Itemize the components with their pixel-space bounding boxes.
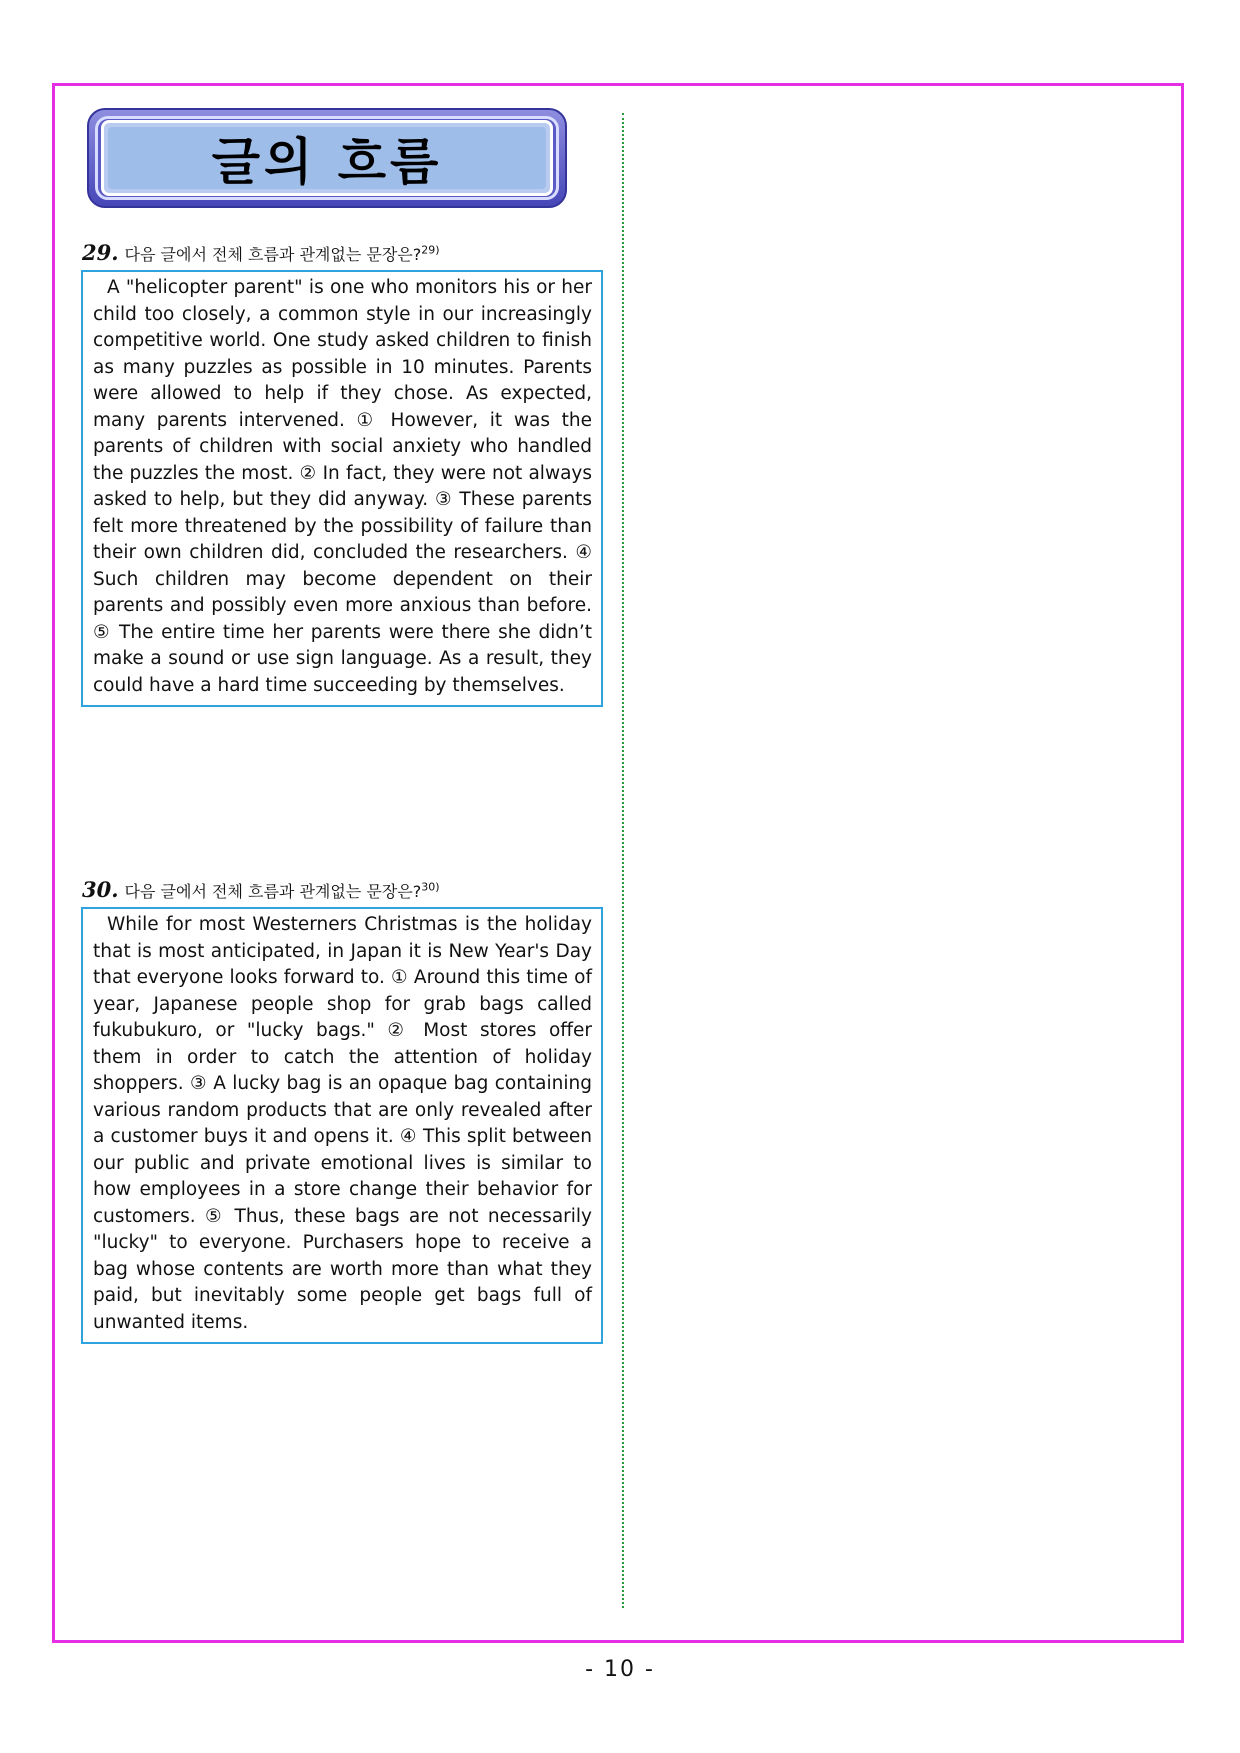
footnote-ref: 29) — [421, 243, 440, 257]
footnote-ref: 30) — [421, 880, 440, 894]
question-29-title — [82, 240, 440, 265]
question-30-title — [82, 877, 440, 902]
question-30-passage: While for most Westerners Christmas is the holiday that is most anticipated, in Japan it is New Year's Day that everyone looks forward to. ① Around this time of year, Japanese people shop for grab bags called fukubukuro, or "lucky bags." ② Most stores offer them in order to catch the attention of holiday shoppers. ③ A lucky bag is an opaque bag containing various random products that are only revealed after a customer buys it and opens it. ④ This split between our public and private emotional lives is similar to how employees in a store change their behavior for customers. ⑤ Thus, these bags are not necessarily "lucky" to everyone. Purchasers hope to receive a bag whose contents are worth more than what they paid, but inevitably some people get bags full of unwanted items. — [81, 907, 603, 1344]
question-prompt: 다음 글에서 전체 흐름과 관계없는 문장은? — [124, 245, 422, 264]
question-number: 29. — [82, 240, 119, 265]
section-banner — [87, 108, 567, 208]
question-prompt: 다음 글에서 전체 흐름과 관계없는 문장은? — [124, 882, 422, 901]
section-title: 글의 흐름 — [211, 133, 443, 191]
question-number: 30. — [82, 877, 119, 902]
column-divider — [622, 113, 624, 1608]
page-number: - 10 - — [585, 1657, 655, 1682]
banner-inner — [101, 120, 553, 196]
question-29-passage: A "helicopter parent" is one who monitors his or her child too closely, a common style in our increasingly competitive world. One study asked children to finish as many puzzles as possible in 10 minutes. Parents were allowed to help if they chose. As expected, many parents intervened. ① However, it was the parents of children with social anxiety who handled the puzzles the most. ② In fact, they were not always asked to help, but they did anyway. ③ These parents felt more threatened by the possibility of failure than their own children did, concluded the researchers. ④ Such children may become dependent on their parents and possibly even more anxious than before. ⑤ The entire time her parents were there she didn’t make a sound or use sign language. As a result, they could have a hard time succeeding by themselves. — [81, 270, 603, 707]
